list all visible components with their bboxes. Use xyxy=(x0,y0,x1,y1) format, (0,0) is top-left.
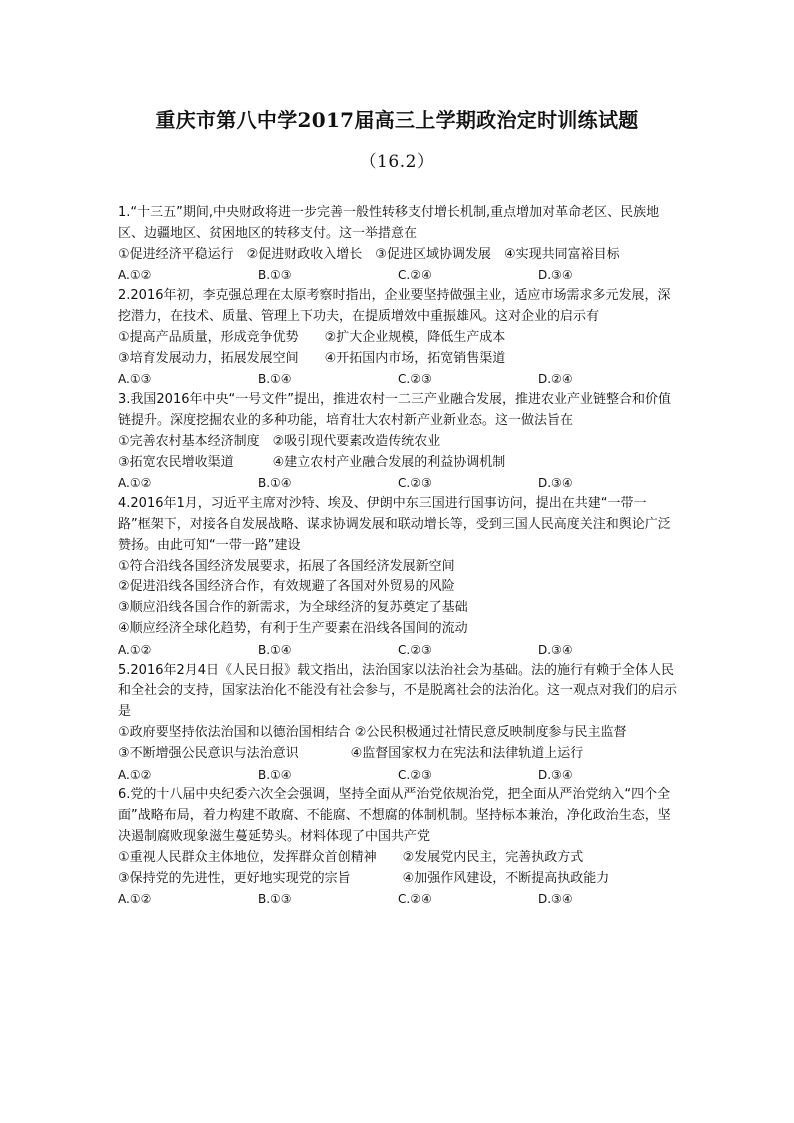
question-stem: 6.党的十八届中央纪委六次全会强调，坚持全面从严治党依规治党，把全面从严治党纳入“四个全面”战略布局，着力构建不敢腐、不能腐、不想腐的体制机制。坚持标本兼治，净化政治生态，坚决遏制腐败现象滋生蔓延势头。材料体现了中国共产党 xyxy=(118,787,671,844)
answer-choice-a: A.①③ xyxy=(118,372,152,387)
answer-choice-d: D.③④ xyxy=(538,642,573,657)
question-option: ④顺应经济全球化趋势，有利于生产要素在沿线各国间的流动 xyxy=(118,620,468,636)
answer-choice-a: A.①② xyxy=(118,476,152,491)
question-2 xyxy=(118,286,678,390)
answer-choice-a: A.①② xyxy=(118,268,152,283)
answer-choice-b: B.①④ xyxy=(258,642,292,657)
question-option: ①政府要坚持依法治国和以德治国相结合 ②公民积极通过社情民意反映制度参与民主监督 xyxy=(118,724,627,740)
answer-choice-a: A.①② xyxy=(118,892,152,907)
answer-choice-a: A.①② xyxy=(118,767,152,782)
question-stem: 5.2016年2月4日《人民日报》载文指出，法治国家以法治社会为基础。法的施行有赖于全体人民和全社会的支持，国家法治化不能没有社会参与，不是脱离社会的法治化。这一观点对我们的启示是 xyxy=(118,662,678,720)
answer-choice-c: C.②③ xyxy=(398,476,432,491)
answer-choice-b: B.①③ xyxy=(258,268,292,283)
answer-choice-b: B.①④ xyxy=(258,476,292,491)
question-list xyxy=(118,203,678,910)
question-option: ①完善农村基本经济制度 ②吸引现代要素改造传统农业 xyxy=(118,433,441,449)
question-option: ③培育发展动力，拓展发展空间 ④开拓国内市场，拓宽销售渠道 xyxy=(118,350,506,366)
question-stem: 4.2016年1月，习近平主席对沙特、埃及、伊朗中东三国进行国事访问，提出在共建“一带一路”框架下，对接各自发展战略、谋求协调发展和联动增长等，受到三国人民高度关注和舆论广泛赞扬。由此可知“一带一路”建设 xyxy=(118,496,671,553)
answer-choices xyxy=(118,765,678,786)
question-option: ③不断增强公民意识与法治意识 ④监督国家权力在宪法和法律轨道上运行 xyxy=(118,745,584,761)
page-title: 重庆市第八中学2017届高三上学期政治定时训练试题 xyxy=(155,108,639,132)
answer-choice-d: D.②④ xyxy=(538,372,573,387)
question-option: ③保持党的先进性，更好地实现党的宗旨 ④加强作风建设，不断提高执政能力 xyxy=(118,870,610,886)
question-stem: 1.“十三五”期间,中央财政将进一步完善一般性转移支付增长机制,重点增加对革命老区、民族地区、边疆地区、贫困地区的转移支付。这一举措意在 xyxy=(118,205,660,241)
answer-choice-d: D.③④ xyxy=(538,268,573,283)
answer-choice-b: B.①④ xyxy=(258,767,292,782)
answer-choices xyxy=(118,369,678,390)
question-option: ①符合沿线各国经济发展要求，拓展了各国经济发展新空间 xyxy=(118,558,455,574)
answer-choice-c: C.②④ xyxy=(398,892,432,907)
answer-choice-c: C.②④ xyxy=(398,268,432,283)
question-option: ①重视人民群众主体地位，发挥群众首创精神 ②发展党内民主，完善执政方式 xyxy=(118,849,584,865)
question-stem: 3.我国2016年中央“一号文件”提出，推进农村一二三产业融合发展，推进农业产业链整合和价值链提升。深度挖掘农业的多种功能，培育壮大农村新产业新业态。这一做法旨在 xyxy=(118,392,671,428)
question-option: ①提高产品质量，形成竞争优势 ②扩大企业规模，降低生产成本 xyxy=(118,329,506,345)
answer-choices xyxy=(118,265,678,286)
question-5 xyxy=(118,661,678,786)
question-6 xyxy=(118,785,678,910)
question-1 xyxy=(118,203,678,286)
question-4 xyxy=(118,494,678,660)
question-option: ③顺应沿线各国合作的新需求，为全球经济的复苏奠定了基础 xyxy=(118,600,468,616)
answer-choice-b: B.①③ xyxy=(258,892,292,907)
page-subtitle: （16.2） xyxy=(359,152,435,172)
answer-choice-c: C.②③ xyxy=(398,372,432,387)
answer-choice-c: C.②③ xyxy=(398,642,432,657)
answer-choice-c: C.②③ xyxy=(398,767,432,782)
question-option: ②促进沿线各国经济合作，有效规避了各国对外贸易的风险 xyxy=(118,579,455,595)
answer-choice-d: D.③④ xyxy=(538,476,573,491)
answer-choice-d: D.③④ xyxy=(538,892,573,907)
answer-choice-b: B.①④ xyxy=(258,372,292,387)
question-3 xyxy=(118,390,678,494)
answer-choices xyxy=(118,473,678,494)
answer-choice-d: D.③④ xyxy=(538,767,573,782)
answer-choices xyxy=(118,640,678,661)
question-option: ③拓宽农民增收渠道 ④建立农村产业融合发展的利益协调机制 xyxy=(118,454,506,470)
answer-choice-a: A.①② xyxy=(118,642,152,657)
answer-choices xyxy=(118,889,678,910)
question-option: ①促进经济平稳运行 ②促进财政收入增长 ③促进区域协调发展 ④实现共同富裕目标 xyxy=(118,246,620,262)
question-stem: 2.2016年初，李克强总理在太原考察时指出，企业要坚持做强主业，适应市场需求多元发展，深挖潜力，在技术、质量、管理上下功夫，在提质增效中重振雄风。这对企业的启示有 xyxy=(118,288,671,324)
